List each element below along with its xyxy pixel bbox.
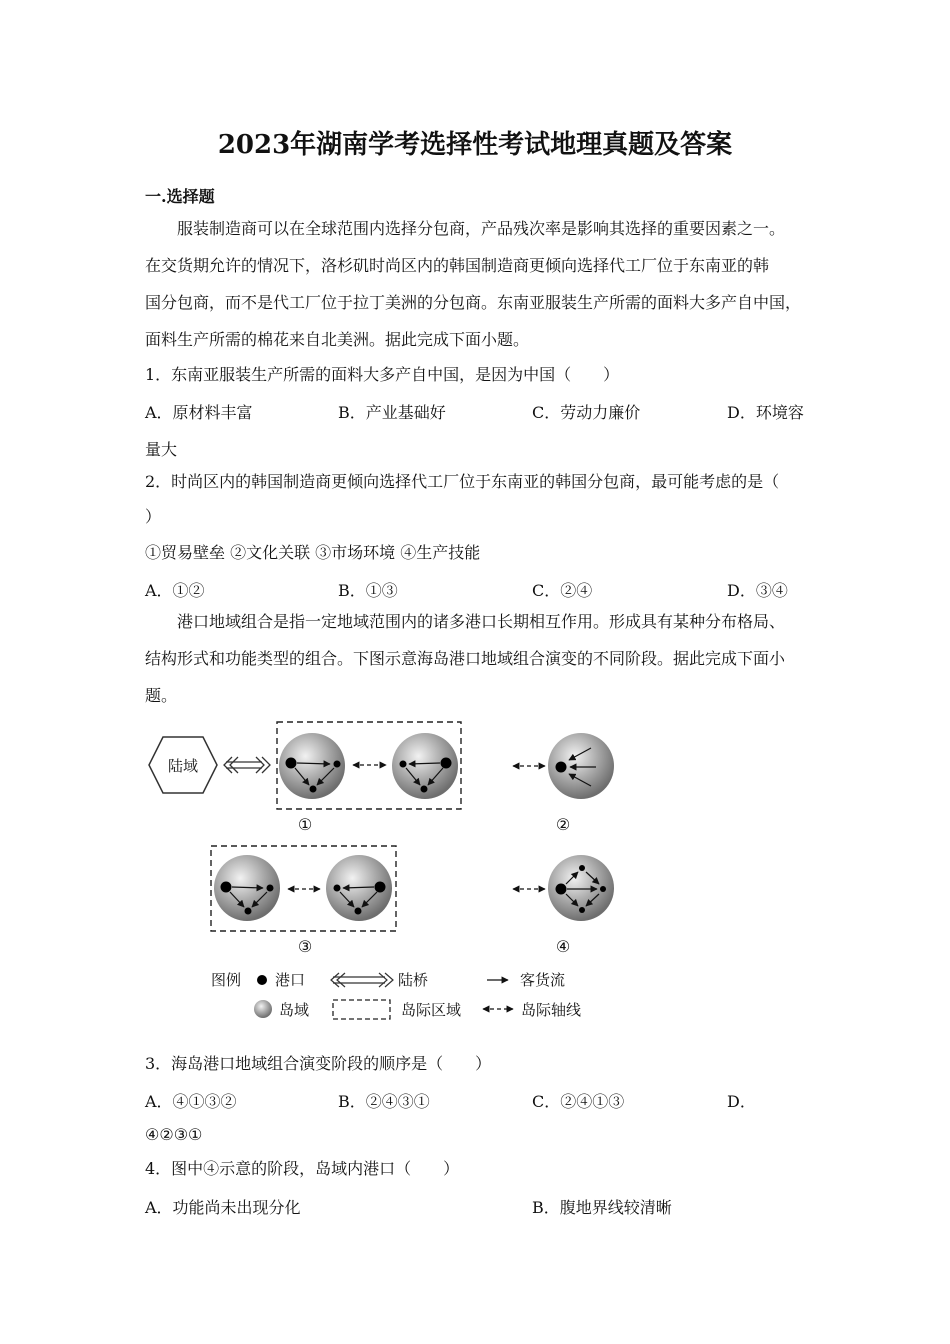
stage-label: ① xyxy=(297,815,313,834)
stage-label: ③ xyxy=(297,937,313,956)
port xyxy=(267,885,274,892)
legend-land-bridge-label: 陆桥 xyxy=(398,971,429,989)
page-title: 2023年湖南学考选择性考试地理真题及答案 xyxy=(217,130,733,160)
question-1-option-d: D．环境容 xyxy=(727,403,804,422)
passage2-line: 结构形式和功能类型的组合。下图示意海岛港口地域组合演变的不同阶段。据此完成下面小 xyxy=(145,649,786,668)
passage2-line: 港口地域组合是指一定地域范围内的诸多港口长期相互作用。形成具有某种分布格局、 xyxy=(177,612,786,631)
passage1-line: 国分包商，而不是代工厂位于拉丁美洲的分包商。东南亚服装生产所需的面料大多产自中国， xyxy=(145,293,802,312)
port xyxy=(334,885,341,892)
passage1-line: 在交货期允许的情况下，洛杉矶时尚区内的韩国制造商更倾向选择代工厂位于东南亚的韩 xyxy=(145,256,770,275)
port xyxy=(441,758,452,769)
question-3-option-a: A．④①③② xyxy=(145,1092,237,1111)
question-1-stem: 1．东南亚服装生产所需的面料大多产自中国，是因为中国（ ） xyxy=(145,365,620,384)
port xyxy=(556,884,567,895)
question-3-stem: 3．海岛港口地域组合演变阶段的顺序是（ ） xyxy=(145,1054,492,1073)
port xyxy=(286,758,297,769)
legend-island-region-label: 岛际区域 xyxy=(401,1001,462,1019)
stage-label: ② xyxy=(555,815,571,834)
passage1-line: 服装制造商可以在全球范围内选择分包商，产品残次率是影响其选择的重要因素之一。 xyxy=(177,219,786,238)
question-2-option-c: C．②④ xyxy=(532,581,593,600)
port xyxy=(579,865,585,871)
legend-land-bridge-symbol xyxy=(331,973,393,987)
question-3-option-d: D． xyxy=(727,1092,756,1111)
question-4-option-b: B．腹地界线较清晰 xyxy=(532,1198,672,1217)
port xyxy=(556,762,567,773)
port xyxy=(400,761,407,768)
legend-flow-label: 客货流 xyxy=(520,971,566,989)
question-1-option-d-wrap: 量大 xyxy=(145,440,178,459)
question-2-items: ①贸易壁垒 ②文化关联 ③市场环境 ④生产技能 xyxy=(145,543,481,562)
legend-title: 图例 xyxy=(211,971,242,989)
section-heading: 一.选择题 xyxy=(145,187,215,206)
question-4-stem: 4．图中④示意的阶段，岛域内港口（ ） xyxy=(145,1159,460,1178)
port xyxy=(375,882,386,893)
port xyxy=(221,882,232,893)
question-1-option-b: B．产业基础好 xyxy=(338,403,446,422)
stage-label: ④ xyxy=(555,937,571,956)
legend-island-symbol xyxy=(254,1000,272,1018)
port xyxy=(355,908,362,915)
question-1-option-c: C．劳动力廉价 xyxy=(532,403,641,422)
land-bridge-symbol xyxy=(224,757,270,773)
port xyxy=(579,907,585,913)
question-4-option-a: A．功能尚未出现分化 xyxy=(145,1198,301,1217)
question-2-stem: 2．时尚区内的韩国制造商更倾向选择代工厂位于东南亚的韩国分包商，最可能考虑的是（ xyxy=(145,472,780,491)
legend-port-symbol xyxy=(257,975,267,985)
question-1-option-a: A．原材料丰富 xyxy=(145,403,253,422)
port xyxy=(334,761,341,768)
question-2-option-d: D．③④ xyxy=(727,581,788,600)
question-2-option-b: B．①③ xyxy=(338,581,398,600)
port xyxy=(310,786,317,793)
port xyxy=(421,786,428,793)
legend-port-label: 港口 xyxy=(275,971,306,989)
port xyxy=(600,886,606,892)
question-2-stem-wrap: ） xyxy=(145,507,162,526)
passage1-line: 面料生产所需的棉花来自北美洲。据此完成下面小题。 xyxy=(145,330,530,349)
legend-island-label: 岛域 xyxy=(279,1001,310,1019)
land-label: 陆域 xyxy=(167,757,199,775)
passage2-line: 题。 xyxy=(145,686,178,705)
question-3-option-b: B．②④③① xyxy=(338,1092,430,1111)
legend-axis-label: 岛际轴线 xyxy=(521,1001,582,1019)
question-2-option-a: A．①② xyxy=(145,581,205,600)
question-3-option-c: C．②④①③ xyxy=(532,1092,625,1111)
legend-island-region-symbol xyxy=(333,1000,390,1019)
question-3-option-d-wrap: ④②③① xyxy=(145,1125,203,1144)
port xyxy=(245,908,252,915)
